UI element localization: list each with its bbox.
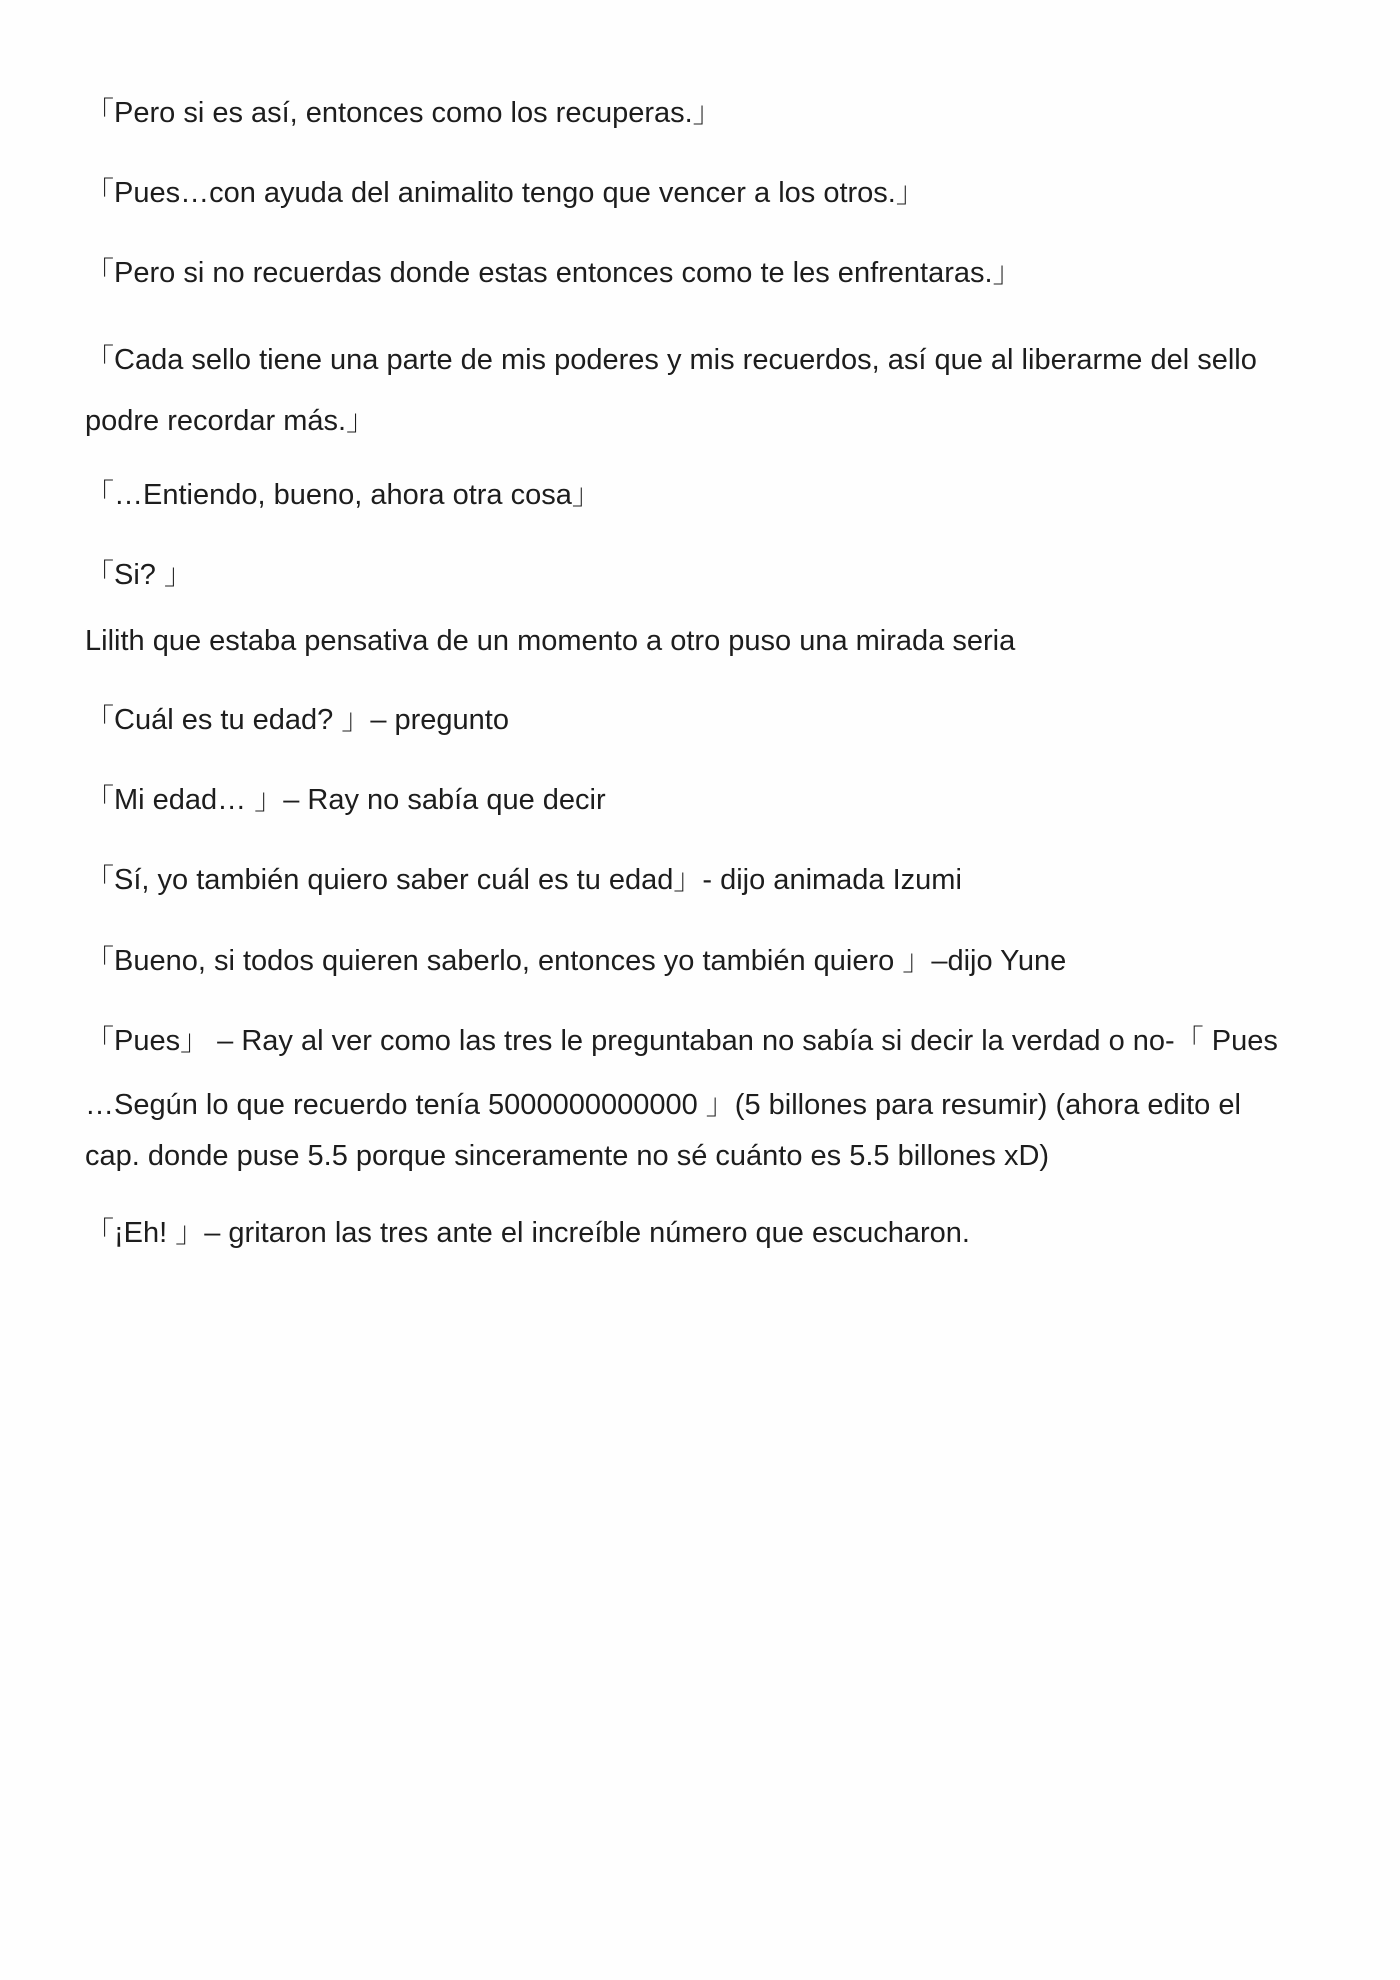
- paragraph: 「¡Eh! 」– gritaron las tres ante el increíble número que escucharon.: [85, 1217, 970, 1249]
- paragraph: 「Cada sello tiene una parte de mis poderes y mis recuerdos, así que al liberarme del sello podre recordar más.」: [85, 344, 1257, 437]
- paragraph: Lilith que estaba pensativa de un momento a otro puso una mirada seria: [85, 625, 1016, 657]
- paragraph: 「Pero si no recuerdas donde estas entonces como te les enfrentaras.」: [85, 257, 1022, 289]
- paragraph: 「Cuál es tu edad? 」– pregunto: [85, 704, 509, 736]
- paragraph: 「Pero si es así, entonces como los recuperas.」: [85, 97, 722, 129]
- paragraph: 「Pues…con ayuda del animalito tengo que vencer a los otros.」: [85, 177, 925, 209]
- paragraph: 「Bueno, si todos quieren saberlo, entonces yo también quiero 」–dijo Yune: [85, 945, 1067, 977]
- paragraph: 「…Entiendo, bueno, ahora otra cosa」: [85, 479, 601, 511]
- paragraph: 「Pues」 – Ray al ver como las tres le preguntaban no sabía si decir la verdad o no-「 Pues: [85, 1025, 1278, 1057]
- paragraph: …Según lo que recuerdo tenía 5000000000000 」(5 billones para resumir) (ahora edito el cap. donde puse 5.5 porque sinceramente no sé cuánto es 5.5 billones xD): [85, 1089, 1241, 1172]
- paragraph: 「Mi edad… 」– Ray no sabía que decir: [85, 784, 606, 816]
- paragraph: 「Si? 」: [85, 559, 193, 591]
- paragraph: 「Sí, yo también quiero saber cuál es tu edad」- dijo animada Izumi: [85, 864, 962, 896]
